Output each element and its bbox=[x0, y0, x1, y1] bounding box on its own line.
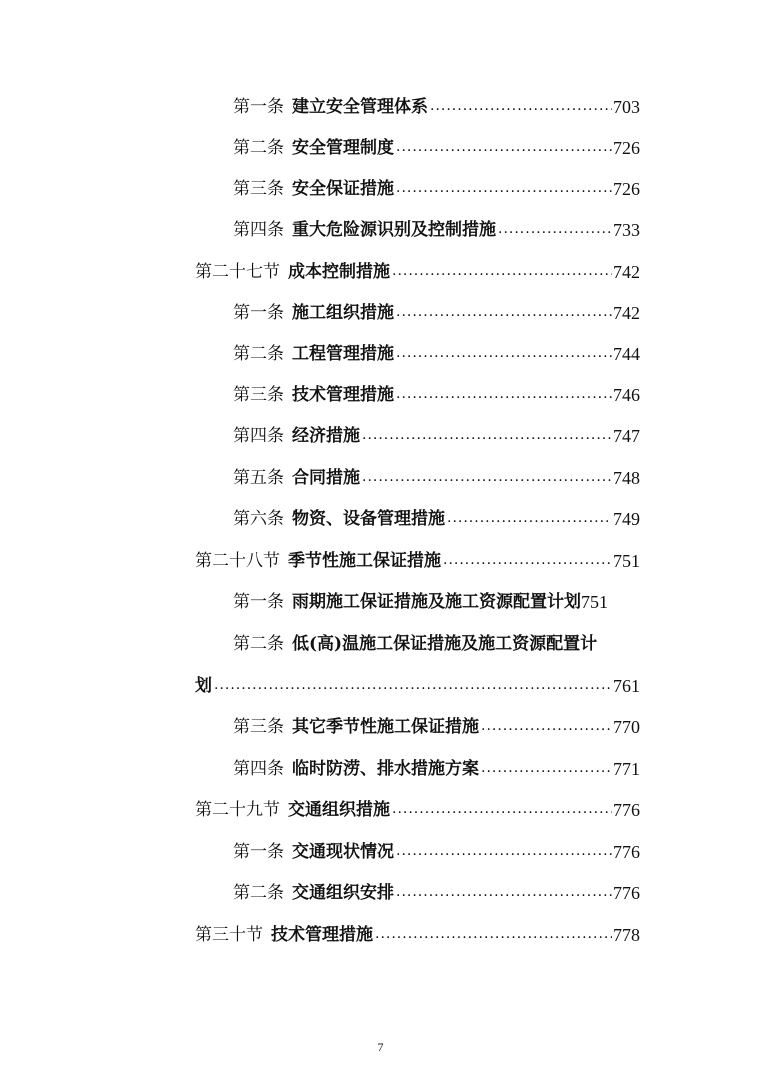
toc-entry-title: 其它季节性施工保证措施 bbox=[292, 717, 479, 737]
toc-entry[interactable] bbox=[233, 337, 640, 365]
toc-entry-title: 低(高)温施工保证措施及施工资源配置计 bbox=[292, 634, 598, 654]
dot-leader bbox=[396, 303, 612, 321]
toc-entry[interactable] bbox=[233, 835, 640, 863]
dot-leader bbox=[214, 676, 612, 694]
dot-leader bbox=[481, 717, 612, 735]
toc-entry-page: 776 bbox=[613, 842, 640, 862]
dot-leader bbox=[362, 426, 612, 444]
toc-entry-number: 第二条 bbox=[233, 138, 284, 158]
toc-entry-page: 703 bbox=[613, 97, 640, 117]
toc-entry-title: 物资、设备管理措施 bbox=[292, 509, 445, 529]
toc-entry-page: 749 bbox=[613, 509, 640, 529]
dot-leader bbox=[443, 551, 612, 569]
toc-entry[interactable] bbox=[233, 710, 640, 738]
toc-section[interactable] bbox=[195, 793, 640, 821]
toc-section-number: 第二十九节 bbox=[195, 800, 280, 820]
dot-leader bbox=[447, 509, 612, 527]
toc-entry[interactable] bbox=[233, 131, 640, 159]
dot-leader bbox=[430, 97, 612, 115]
toc-entry-title: 工程管理措施 bbox=[292, 344, 394, 364]
toc-entry-page: 726 bbox=[613, 138, 640, 158]
toc-entry-title: 经济措施 bbox=[292, 426, 360, 446]
dot-leader bbox=[396, 385, 612, 403]
toc-entry-page: 751 bbox=[581, 592, 608, 612]
toc-entry-number: 第二条 bbox=[233, 344, 284, 364]
toc-section[interactable] bbox=[195, 544, 640, 572]
dot-leader bbox=[396, 138, 612, 156]
toc-section-number: 第二十七节 bbox=[195, 262, 280, 282]
toc-entry-page: 747 bbox=[613, 426, 640, 446]
dot-leader bbox=[375, 925, 612, 943]
toc-entry[interactable] bbox=[233, 419, 640, 447]
toc-entry-number: 第四条 bbox=[233, 759, 284, 779]
toc-entry-page: 761 bbox=[613, 676, 640, 696]
toc-entry-page: 770 bbox=[613, 717, 640, 737]
toc-entry[interactable] bbox=[233, 752, 640, 780]
toc-section-title: 成本控制措施 bbox=[288, 262, 390, 282]
toc-entry[interactable] bbox=[233, 585, 645, 613]
toc-section-title: 季节性施工保证措施 bbox=[288, 551, 441, 571]
toc-entry-title: 施工组织措施 bbox=[292, 303, 394, 323]
toc-entry-title: 建立安全管理体系 bbox=[292, 97, 428, 117]
toc-entry[interactable] bbox=[233, 876, 640, 904]
toc-entry-title: 临时防涝、排水措施方案 bbox=[292, 759, 479, 779]
toc-entry[interactable] bbox=[233, 461, 640, 489]
toc-entry-title: 安全管理制度 bbox=[292, 138, 394, 158]
dot-leader bbox=[396, 179, 612, 197]
toc-entry[interactable] bbox=[233, 296, 640, 324]
toc-entry[interactable] bbox=[233, 172, 640, 200]
dot-leader bbox=[392, 800, 612, 818]
toc-entry-number: 第一条 bbox=[233, 842, 284, 862]
toc-entry-title: 雨期施工保证措施及施工资源配置计划 bbox=[292, 592, 581, 612]
toc-entry-page: 776 bbox=[613, 883, 640, 903]
toc-entry[interactable] bbox=[233, 378, 640, 406]
toc-entry-number: 第三条 bbox=[233, 179, 284, 199]
toc-entry-title: 合同措施 bbox=[292, 468, 360, 488]
toc-entry-page: 771 bbox=[613, 759, 640, 779]
dot-leader bbox=[396, 842, 612, 860]
toc-entry-page: 746 bbox=[613, 385, 640, 405]
toc-entry-number: 第二条 bbox=[233, 634, 284, 654]
dot-leader bbox=[481, 759, 612, 777]
toc-entry-title-continuation: 划 bbox=[195, 676, 212, 696]
toc-entry-title: 技术管理措施 bbox=[292, 385, 394, 405]
toc-entry[interactable] bbox=[233, 213, 640, 241]
toc-entry-number: 第五条 bbox=[233, 468, 284, 488]
toc-entry-number: 第二条 bbox=[233, 883, 284, 903]
toc-entry-number: 第一条 bbox=[233, 97, 284, 117]
toc-entry-page: 726 bbox=[613, 179, 640, 199]
toc-entry[interactable] bbox=[233, 90, 640, 118]
toc-section-number: 第三十节 bbox=[195, 925, 263, 945]
toc-entry-title: 重大危险源识别及控制措施 bbox=[292, 220, 496, 240]
toc-section-page: 751 bbox=[613, 551, 640, 571]
toc-entry[interactable] bbox=[233, 502, 640, 530]
toc-section-page: 776 bbox=[613, 800, 640, 820]
toc-entry-number: 第三条 bbox=[233, 385, 284, 405]
dot-leader bbox=[396, 883, 612, 901]
toc-entry-continuation[interactable] bbox=[195, 669, 640, 697]
dot-leader bbox=[392, 262, 612, 280]
toc-entry-number: 第四条 bbox=[233, 426, 284, 446]
toc-entry-number: 第六条 bbox=[233, 509, 284, 529]
toc-entry-page: 748 bbox=[613, 468, 640, 488]
page-number: 7 bbox=[377, 1040, 384, 1054]
toc-entry-number: 第四条 bbox=[233, 220, 284, 240]
toc-entry-number: 第一条 bbox=[233, 592, 284, 612]
toc-section-number: 第二十八节 bbox=[195, 551, 280, 571]
toc-section[interactable] bbox=[195, 255, 640, 283]
toc-entry-page: 742 bbox=[613, 303, 640, 323]
toc-entry-number: 第一条 bbox=[233, 303, 284, 323]
toc-section-title: 交通组织措施 bbox=[288, 800, 390, 820]
toc-entry[interactable] bbox=[233, 627, 640, 655]
toc-entry-title: 交通现状情况 bbox=[292, 842, 394, 862]
dot-leader bbox=[362, 468, 612, 486]
toc-entry-number: 第三条 bbox=[233, 717, 284, 737]
dot-leader bbox=[396, 344, 612, 362]
toc-section-title: 技术管理措施 bbox=[271, 925, 373, 945]
toc-entry-title: 交通组织安排 bbox=[292, 883, 394, 903]
toc-entry-page: 744 bbox=[613, 344, 640, 364]
toc-entry-page: 733 bbox=[613, 220, 640, 240]
toc-entry-title: 安全保证措施 bbox=[292, 179, 394, 199]
toc-section-page: 742 bbox=[613, 262, 640, 282]
toc-section-page: 778 bbox=[613, 925, 640, 945]
toc-section[interactable] bbox=[195, 918, 640, 946]
dot-leader bbox=[498, 220, 612, 238]
